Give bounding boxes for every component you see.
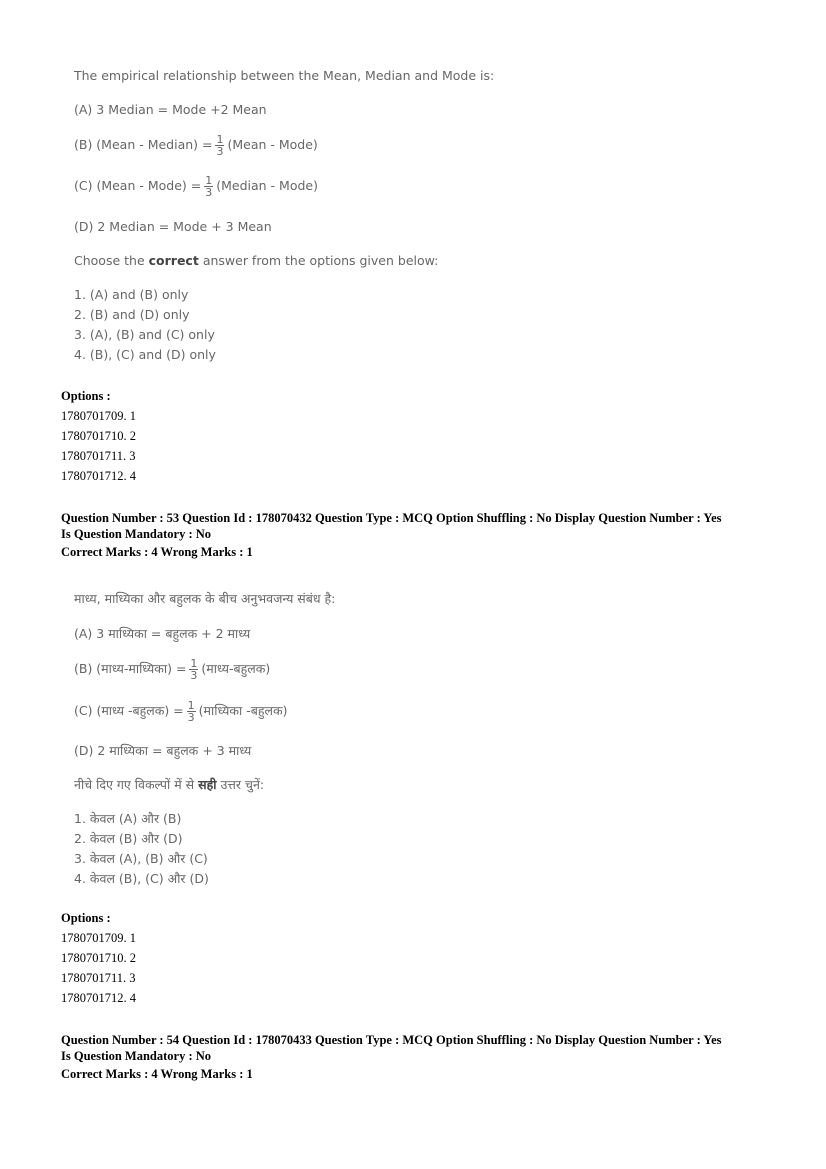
question-meta-line: Question Number : 53 Question Id : 178070432 Question Type : MCQ Option Shuffling : No Display Question Number : Yes	[61, 511, 722, 525]
fraction: $\frac{1}{3}$	[205, 174, 213, 199]
options-label: Options :	[61, 911, 111, 925]
choice-4: 4. केवल (B), (C) और (D)	[74, 871, 209, 886]
option-item: 1780701712. 4	[61, 991, 136, 1005]
choice-3: 3. (A), (B) and (C) only	[74, 327, 215, 342]
question-meta-line: Question Number : 54 Question Id : 178070433 Question Type : MCQ Option Shuffling : No Display Question Number : Yes	[61, 1033, 722, 1047]
statement-c: (C) (Mean - Mode) = $\frac{1}{3}$ (Median - Mode)	[74, 174, 318, 199]
fraction: $\frac{1}{3}$	[187, 699, 195, 724]
statement-a: (A) 3 माध्यिका = बहुलक + 2 माध्य	[74, 626, 251, 641]
statement-b: (B) (Mean - Median) = $\frac{1}{3}$ (Mean - Mode)	[74, 133, 318, 158]
question-stem: माध्य, माध्यिका और बहुलक के बीच अनुभवजन्य संबंध है:	[74, 591, 336, 606]
option-item: 1780701710. 2	[61, 429, 136, 443]
fraction: $\frac{1}{3}$	[190, 657, 198, 682]
statement-a: (A) 3 Median = Mode +2 Mean	[74, 102, 267, 117]
choose-instruction: नीचे दिए गए विकल्पों में से सही उत्तर चुनें:	[74, 777, 265, 792]
option-item: 1780701710. 2	[61, 951, 136, 965]
option-item: 1780701711. 3	[61, 449, 136, 463]
question-mandatory: Is Question Mandatory : No	[61, 1049, 212, 1063]
fraction: $\frac{1}{3}$	[216, 133, 224, 158]
statement-d: (D) 2 माध्यिका = बहुलक + 3 माध्य	[74, 743, 252, 758]
choice-1: 1. केवल (A) और (B)	[74, 811, 182, 826]
choice-4: 4. (B), (C) and (D) only	[74, 347, 216, 362]
question-marks: Correct Marks : 4 Wrong Marks : 1	[61, 1067, 253, 1081]
choice-3: 3. केवल (A), (B) और (C)	[74, 851, 208, 866]
choice-1: 1. (A) and (B) only	[74, 287, 189, 302]
options-label: Options :	[61, 389, 111, 403]
statement-b: (B) (माध्य-माध्यिका) = $\frac{1}{3}$ (माध्य-बहुलक)	[74, 657, 271, 682]
choice-2: 2. (B) and (D) only	[74, 307, 190, 322]
statement-c: (C) (माध्य -बहुलक) = $\frac{1}{3}$ (माध्यिका -बहुलक)	[74, 699, 288, 724]
option-item: 1780701711. 3	[61, 971, 136, 985]
option-item: 1780701709. 1	[61, 409, 136, 423]
choose-instruction: Choose the correct answer from the options given below:	[74, 253, 439, 268]
choice-2: 2. केवल (B) और (D)	[74, 831, 183, 846]
option-item: 1780701709. 1	[61, 931, 136, 945]
option-item: 1780701712. 4	[61, 469, 136, 483]
question-stem: The empirical relationship between the Mean, Median and Mode is:	[74, 68, 495, 83]
question-marks: Correct Marks : 4 Wrong Marks : 1	[61, 545, 253, 559]
question-mandatory: Is Question Mandatory : No	[61, 527, 212, 541]
statement-d: (D) 2 Median = Mode + 3 Mean	[74, 219, 272, 234]
